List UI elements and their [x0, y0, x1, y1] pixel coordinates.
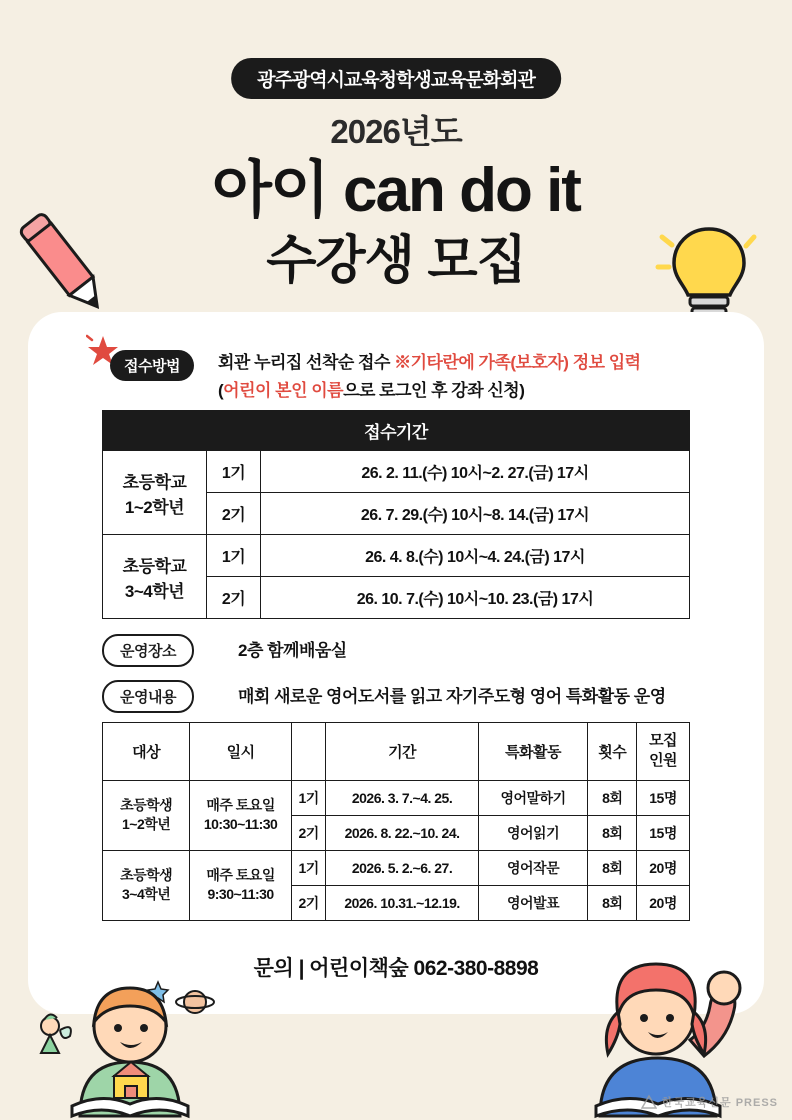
apply-method-main: 회관 누리집 선착순 접수 — [218, 353, 390, 372]
count-cell: 8회 — [588, 815, 637, 850]
col-activity: 특화활동 — [478, 723, 588, 781]
apply-method-note: ※기타란에 가족(보호자) 정보 입력 — [394, 353, 641, 372]
grade-line2: 1~2학년 — [124, 497, 185, 517]
apply-line2-post: 으로 로그인 후 강좌 신청) — [343, 381, 525, 400]
apply-method-line1 — [218, 348, 641, 373]
target-cell: 초등학생 1~2학년 — [103, 780, 190, 850]
term-cell: 1기 — [291, 850, 326, 885]
grade-cell — [103, 451, 207, 535]
grade-line1: 초등학교 — [122, 556, 187, 576]
org-badge: 광주광역시교육청학생교육문화회관 — [231, 58, 561, 99]
activity-cell: 영어작문 — [478, 850, 588, 885]
period-cell: 2026. 3. 7.~4. 25. — [326, 780, 478, 815]
term-cell: 2기 — [291, 885, 326, 920]
apply-line2-highlight: 어린이 본인 이름 — [223, 381, 344, 400]
period-cell: 26. 7. 29.(수) 10시~8. 14.(금) 17시 — [261, 493, 690, 535]
period-cell: 26. 10. 7.(수) 10시~10. 23.(금) 17시 — [261, 577, 690, 619]
contact-text: 문의 | 어린이책숲 062-380-8898 — [253, 957, 539, 980]
watermark — [641, 1094, 778, 1110]
place-label: 운영장소 — [102, 634, 194, 667]
term-cell: 1기 — [207, 535, 261, 577]
activity-cell: 영어읽기 — [478, 815, 588, 850]
when-cell: 매주 토요일 10:30~11:30 — [190, 780, 292, 850]
col-quota: 모집 인원 — [637, 723, 690, 781]
quota-cell: 20명 — [637, 850, 690, 885]
activity-cell: 영어말하기 — [478, 780, 588, 815]
target-cell: 초등학생 3~4학년 — [103, 850, 190, 920]
table-row — [103, 850, 690, 885]
count-cell: 8회 — [588, 850, 637, 885]
term-cell: 1기 — [207, 451, 261, 493]
mountain-icon — [641, 1094, 657, 1110]
page-title: 아이 can do it — [212, 156, 580, 225]
table-header-row — [103, 723, 690, 781]
info-card — [28, 312, 764, 1014]
content-label: 운영내용 — [102, 680, 194, 713]
col-term — [291, 723, 326, 781]
col-count: 횟수 — [588, 723, 637, 781]
table-row — [103, 780, 690, 815]
col-target: 대상 — [103, 723, 190, 781]
page-subtitle: 수강생 모집 — [266, 232, 526, 290]
content-value: 매회 새로운 영어도서를 읽고 자기주도형 영어 특화활동 운영 — [238, 687, 666, 706]
grade-cell — [103, 535, 207, 619]
period-cell: 2026. 10.31.~12.19. — [326, 885, 478, 920]
schedule-table-header: 접수기간 — [103, 411, 690, 451]
quota-cell: 15명 — [637, 815, 690, 850]
year-label: 2026년도 — [330, 113, 462, 150]
term-cell: 2기 — [291, 815, 326, 850]
term-cell: 2기 — [207, 577, 261, 619]
table-row — [103, 451, 690, 493]
girl-character-illustration — [552, 920, 782, 1120]
period-cell: 26. 4. 8.(수) 10시~4. 24.(금) 17시 — [261, 535, 690, 577]
period-cell: 2026. 8. 22.~10. 24. — [326, 815, 478, 850]
count-cell: 8회 — [588, 885, 637, 920]
program-table — [102, 722, 690, 921]
apply-method-line2 — [218, 376, 524, 401]
apply-line2-pre: ( — [218, 381, 224, 400]
schedule-table — [102, 410, 690, 619]
col-period: 기간 — [326, 723, 478, 781]
quota-cell: 15명 — [637, 780, 690, 815]
term-cell: 2기 — [207, 493, 261, 535]
col-when: 일시 — [190, 723, 292, 781]
pencil-icon — [6, 205, 126, 325]
grade-line1: 초등학교 — [122, 472, 187, 492]
when-cell: 매주 토요일 9:30~11:30 — [190, 850, 292, 920]
boy-character-illustration — [20, 930, 240, 1120]
activity-cell: 영어발표 — [478, 885, 588, 920]
term-cell: 1기 — [291, 780, 326, 815]
count-cell: 8회 — [588, 780, 637, 815]
period-cell: 2026. 5. 2.~6. 27. — [326, 850, 478, 885]
place-value: 2층 함께배움실 — [238, 641, 347, 660]
watermark-text: 한국교육신문 PRESS — [661, 1097, 778, 1109]
grade-line2: 3~4학년 — [124, 581, 185, 601]
quota-cell: 20명 — [637, 885, 690, 920]
table-row — [103, 535, 690, 577]
period-cell: 26. 2. 11.(수) 10시~2. 27.(금) 17시 — [261, 451, 690, 493]
table-header-row — [103, 411, 690, 451]
apply-method-label: 접수방법 — [110, 350, 194, 381]
